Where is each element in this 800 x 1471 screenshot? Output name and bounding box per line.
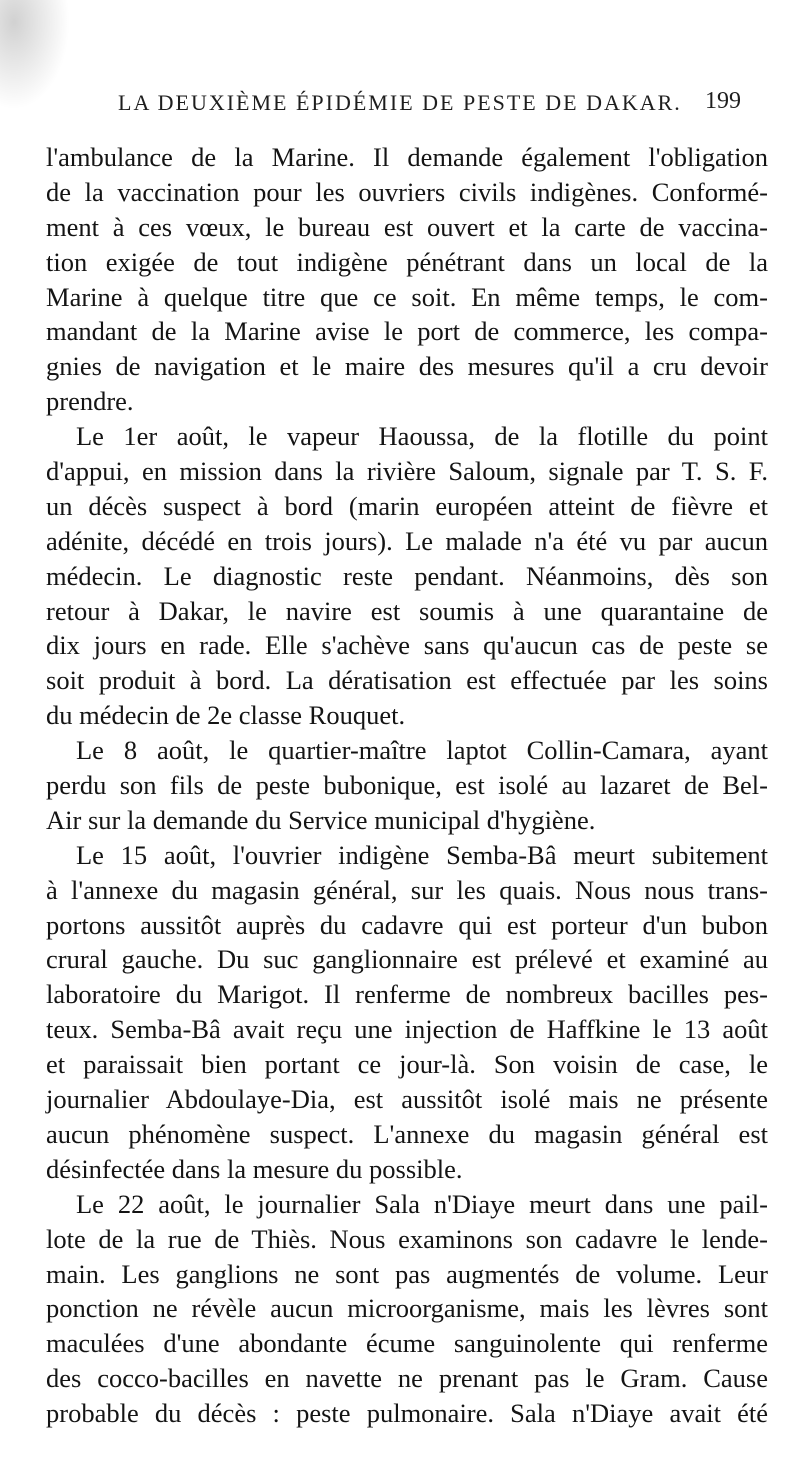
body-text xyxy=(46,140,768,1431)
text-line: Le 1er août, le vapeur Haoussa, de la flotille du point xyxy=(76,421,768,452)
text-line: soit produit à bord. La dératisation est effectuée par les soins xyxy=(46,665,768,696)
text-line: Le 22 août, le journalier Sala n'Diaye meurt dans une pail- xyxy=(76,1188,768,1219)
text-line: retour à Dakar, le navire est soumis à une quarantaine de xyxy=(46,595,768,626)
text-line: Le 15 août, l'ouvrier indigène Semba-Bâ meurt subitement xyxy=(76,839,768,870)
text-line: tion exigée de tout indigène pénétrant dans un local de la xyxy=(46,246,768,277)
text-line: désinfectée dans la mesure du possible. xyxy=(46,1153,463,1184)
text-line: laboratoire du Marigot. Il renferme de nombreux bacilles pes- xyxy=(46,979,768,1010)
text-line: de la vaccination pour les ouvriers civils indigènes. Conformé- xyxy=(46,176,768,207)
text-line: ponction ne révèle aucun microorganisme, mais les lèvres sont xyxy=(46,1293,768,1324)
text-line: main. Les ganglions ne sont pas augmentés de volume. Leur xyxy=(46,1258,768,1289)
text-line: teux. Semba-Bâ avait reçu une injection de Haffkine le 13 août xyxy=(46,1014,768,1045)
scan-speckle xyxy=(0,0,70,110)
text-line: à l'annexe du magasin général, sur les quais. Nous nous trans- xyxy=(46,874,768,905)
text-line: des cocco-bacilles en navette ne prenant pas le Gram. Cause xyxy=(46,1363,768,1394)
text-line: crural gauche. Du suc ganglionnaire est prélevé et examiné au xyxy=(46,944,768,975)
text-line: dix jours en rade. Elle s'achève sans qu'aucun cas de peste se xyxy=(46,630,768,661)
running-head: LA DEUXIÈME ÉPIDÉMIE DE PESTE DE DAKAR. xyxy=(118,90,682,115)
text-line: portons aussitôt auprès du cadavre qui est porteur d'un bubon xyxy=(46,909,768,940)
text-line: Air sur la demande du Service municipal d'hygiène. xyxy=(46,804,596,835)
text-line: aucun phénomène suspect. L'annexe du magasin général est xyxy=(46,1118,768,1149)
text-line: maculées d'une abondante écume sanguinolente qui renferme xyxy=(46,1328,768,1359)
text-line: d'appui, en mission dans la rivière Saloum, signale par T. S. F. xyxy=(46,456,768,487)
text-line: probable du décès : peste pulmonaire. Sala n'Diaye avait été xyxy=(46,1398,768,1429)
text-line: prendre. xyxy=(46,386,134,417)
text-line: Marine à quelque titre que ce soit. En même temps, le com- xyxy=(46,281,768,312)
page-number: 199 xyxy=(705,88,741,114)
text-line: médecin. Le diagnostic reste pendant. Néanmoins, dès son xyxy=(46,560,768,591)
text-line: un décès suspect à bord (marin européen atteint de fièvre et xyxy=(46,490,768,521)
text-line: l'ambulance de la Marine. Il demande également l'obligation xyxy=(46,142,768,172)
text-line: lote de la rue de Thiès. Nous examinons son cadavre le lende- xyxy=(46,1223,768,1254)
text-line: ment à ces vœux, le bureau est ouvert et la carte de vaccina- xyxy=(46,211,768,242)
text-line: perdu son fils de peste bubonique, est isolé au lazaret de Bel- xyxy=(46,770,768,801)
text-line: journalier Abdoulaye-Dia, est aussitôt isolé mais ne présente xyxy=(46,1084,768,1115)
text-line: gnies de navigation et le maire des mesures qu'il a cru devoir xyxy=(46,351,768,382)
text-line: adénite, décédé en trois jours). Le malade n'a été vu par aucun xyxy=(46,525,768,556)
text-line: mandant de la Marine avise le port de commerce, les compa- xyxy=(46,316,768,347)
text-line: du médecin de 2e classe Rouquet. xyxy=(46,700,406,731)
text-line: et paraissait bien portant ce jour-là. Son voisin de case, le xyxy=(46,1049,768,1080)
text-line: Le 8 août, le quartier-maître laptot Collin-Camara, ayant xyxy=(76,735,768,766)
